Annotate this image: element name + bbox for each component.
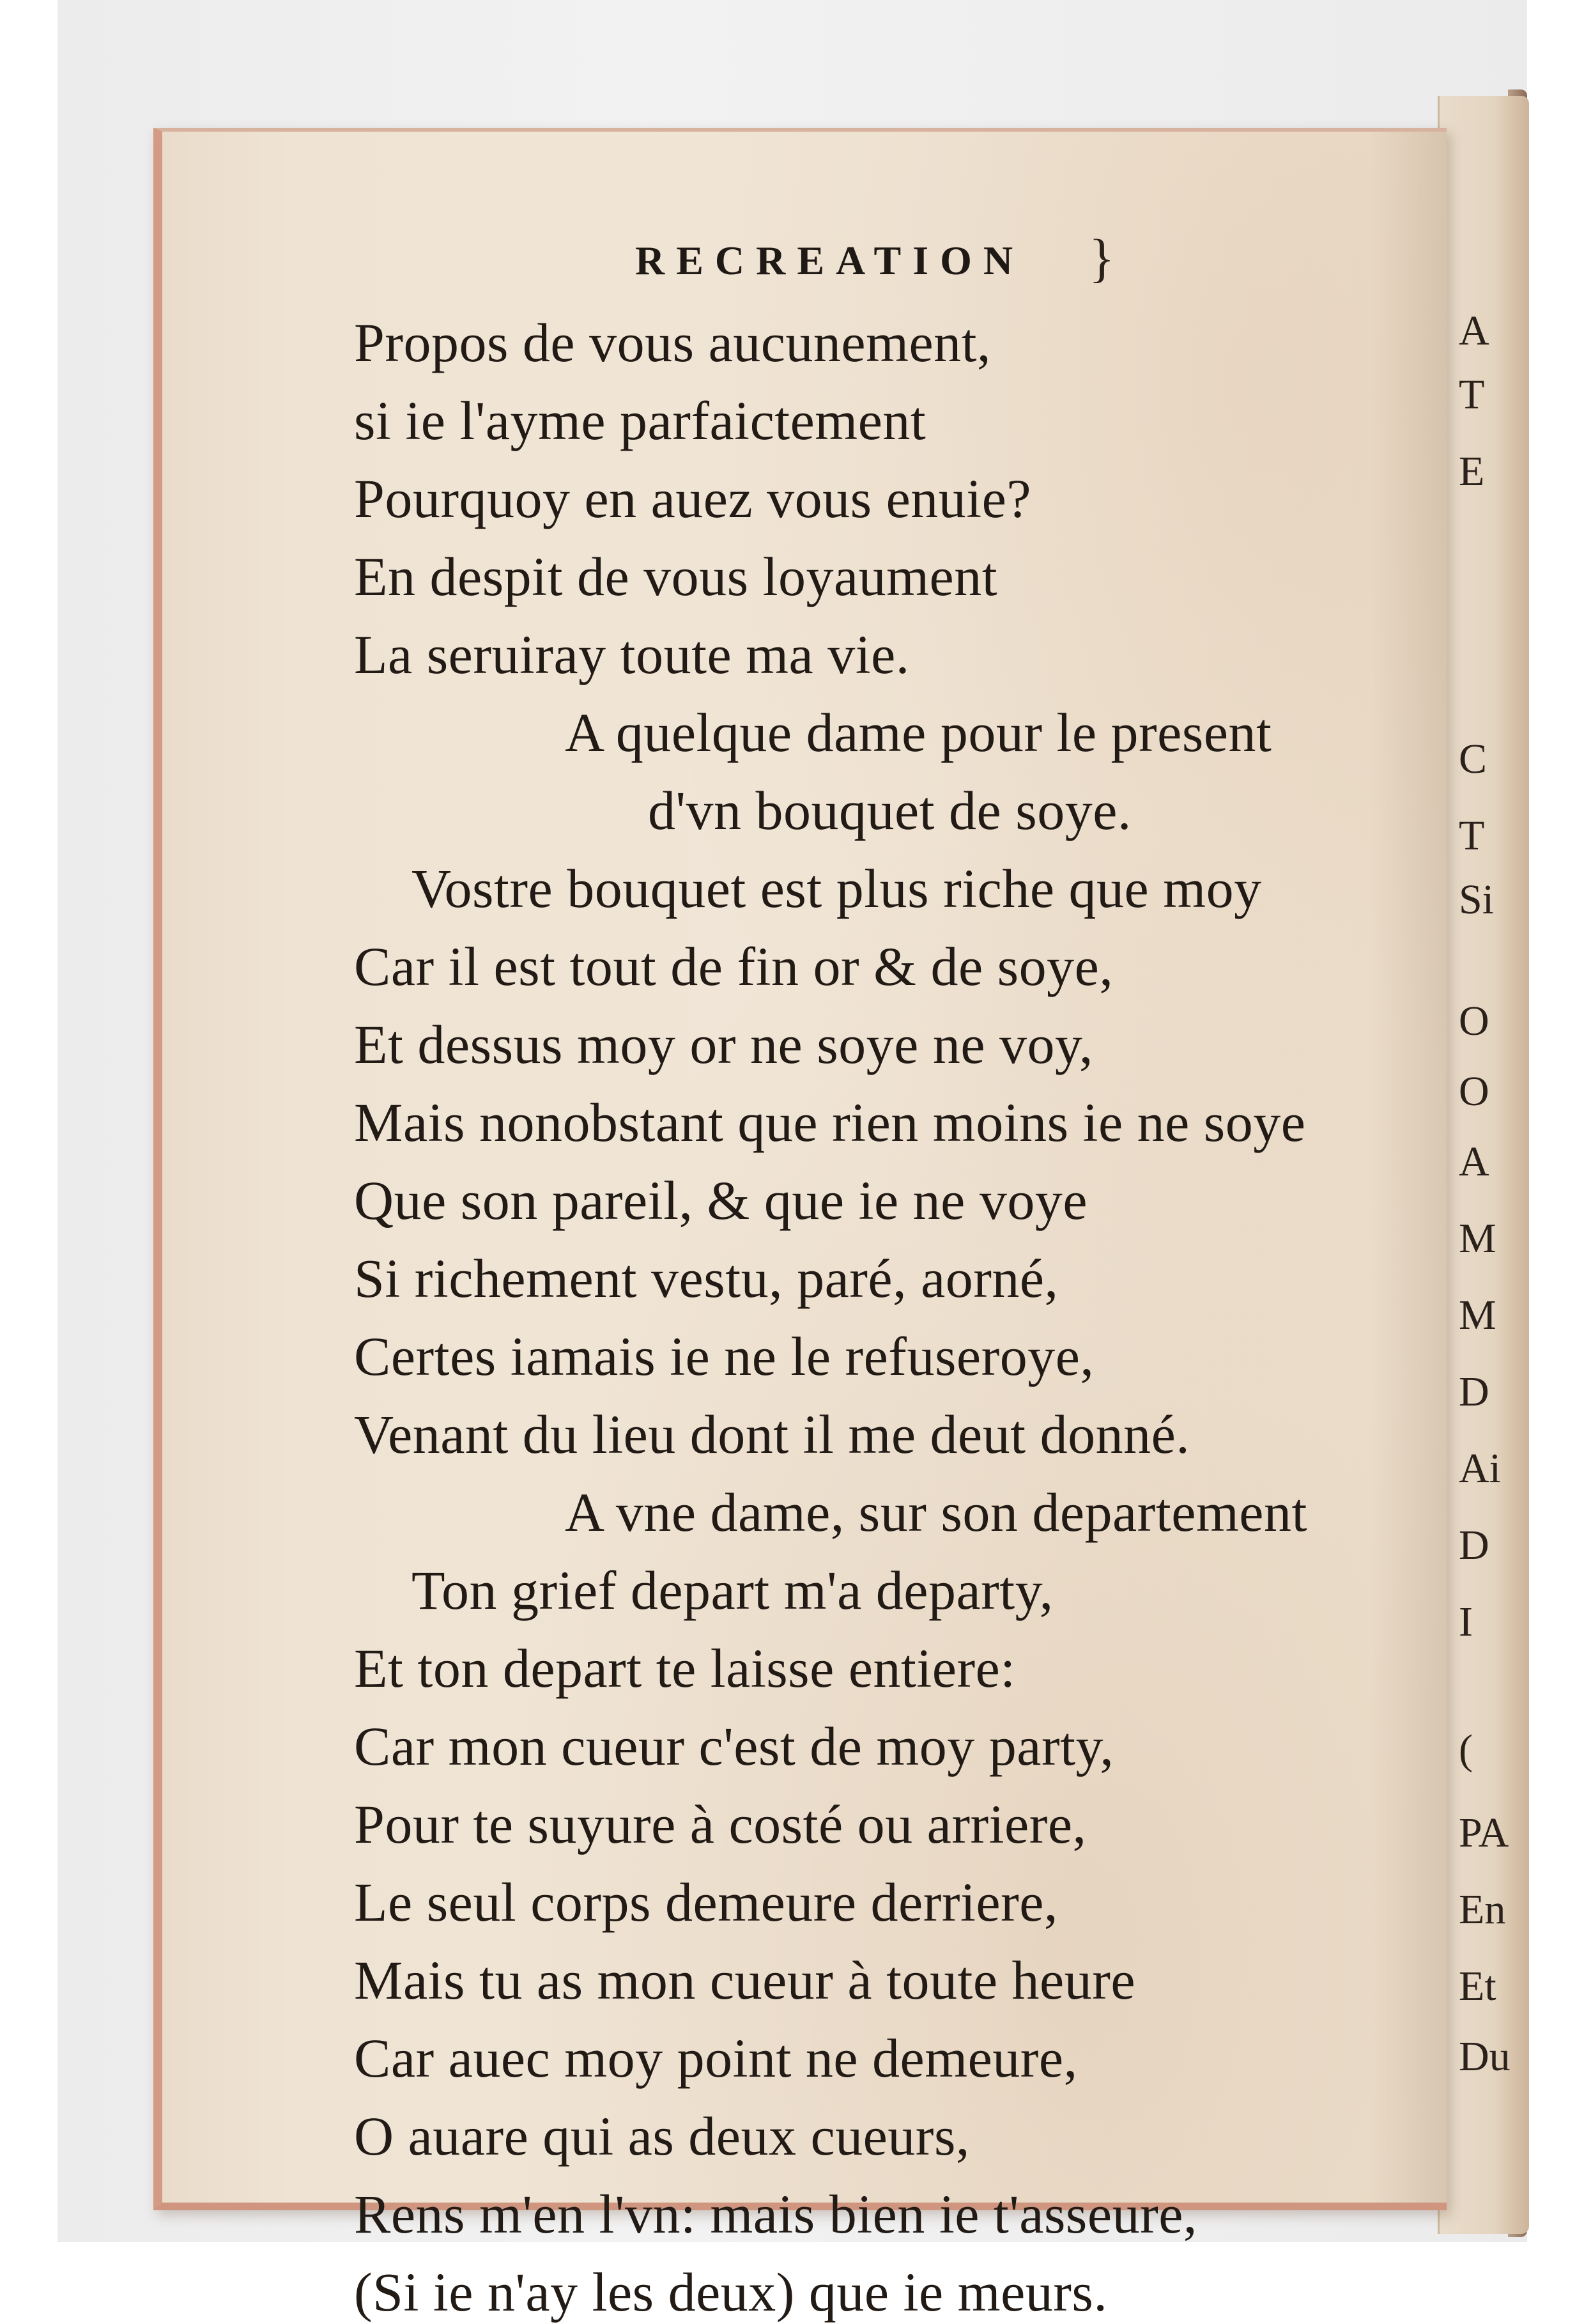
text-line: Mais nonobstant que rien moins ie ne soye <box>354 1092 1306 1153</box>
text-line: Si richement vestu, paré, aorné, <box>354 1248 1059 1309</box>
book-page <box>153 128 1447 2323</box>
text-line: La seruiray toute ma vie. <box>354 624 910 685</box>
text-line: Car mon cueur c'est de moy party, <box>354 1716 1114 1777</box>
facing-page-letter: C <box>1459 736 1488 782</box>
text-line: Et ton depart te laisse entiere: <box>354 1638 1016 1699</box>
text-line: Et dessus moy or ne soye ne voy, <box>354 1014 1093 1075</box>
text-line: Pour te suyure à costé ou arriere, <box>354 1793 1087 1855</box>
facing-page-letter: ( <box>1459 1726 1473 1773</box>
text-line: Venant du lieu dont il me deut donné. <box>354 1404 1190 1465</box>
text-line: d'vn bouquet de soye. <box>648 780 1132 841</box>
text-line: O auare qui as deux cueurs, <box>354 2105 970 2167</box>
facing-page-letter: E <box>1459 448 1485 495</box>
text-line: Car auec moy point ne demeure, <box>354 2027 1078 2089</box>
facing-page-letter: T <box>1459 371 1485 418</box>
facing-page-letter: I <box>1459 1599 1473 1645</box>
text-line: Mais tu as mon cueur à toute heure <box>354 1949 1136 2011</box>
text-line: Car il est tout de fin or & de soye, <box>354 936 1114 997</box>
facing-page-letter: Ai <box>1459 1445 1501 1492</box>
running-head-bracket: } <box>1089 229 1115 288</box>
facing-page-letter: Si <box>1459 876 1495 923</box>
text-line: Que son pareil, & que ie ne voye <box>354 1170 1088 1231</box>
facing-page-letter: O <box>1459 1068 1489 1115</box>
text-line: Pourquoy en auez vous enuie? <box>354 468 1032 529</box>
text-line: Ton grief depart m'a departy, <box>411 1560 1054 1621</box>
text-line: A vne dame, sur son departement <box>565 1482 1307 1543</box>
text-line: En despit de vous loyaument <box>354 546 998 607</box>
facing-page-letter: A <box>1459 307 1489 354</box>
facing-page-letter: A <box>1459 1138 1489 1185</box>
text-line: Le seul corps demeure derriere, <box>354 1871 1058 1933</box>
running-head: RECREATION <box>635 238 1025 283</box>
facing-page-letter: En <box>1459 1886 1506 1933</box>
facing-page-letter: Du <box>1459 2033 1511 2080</box>
facing-page-letter: PA <box>1459 1809 1509 1856</box>
facing-page-letter: M <box>1459 1215 1496 1262</box>
text-line: si ie l'ayme parfaictement <box>354 390 927 451</box>
text-line: Vostre bouquet est plus riche que moy <box>411 858 1262 919</box>
facing-page-edge <box>1438 96 1529 2234</box>
text-line: Rens m'en l'vn: mais bien ie t'asseure, <box>354 2183 1197 2245</box>
facing-page-letter: D <box>1459 1522 1489 1569</box>
text-line: (Si ie n'ay les deux) que ie meurs. <box>354 2261 1108 2323</box>
facing-page-letter: Et <box>1459 1963 1496 2010</box>
poem-text <box>162 132 1447 2323</box>
facing-page-letter: T <box>1459 812 1485 859</box>
facing-page-letter: M <box>1459 1292 1496 1338</box>
text-line: A quelque dame pour le present <box>565 702 1272 763</box>
text-line: Propos de vous aucunement, <box>354 312 992 373</box>
facing-page-letter: O <box>1459 998 1489 1044</box>
facing-page-letter: D <box>1459 1368 1489 1415</box>
text-line: Certes iamais ie ne le refuseroye, <box>354 1326 1095 1387</box>
